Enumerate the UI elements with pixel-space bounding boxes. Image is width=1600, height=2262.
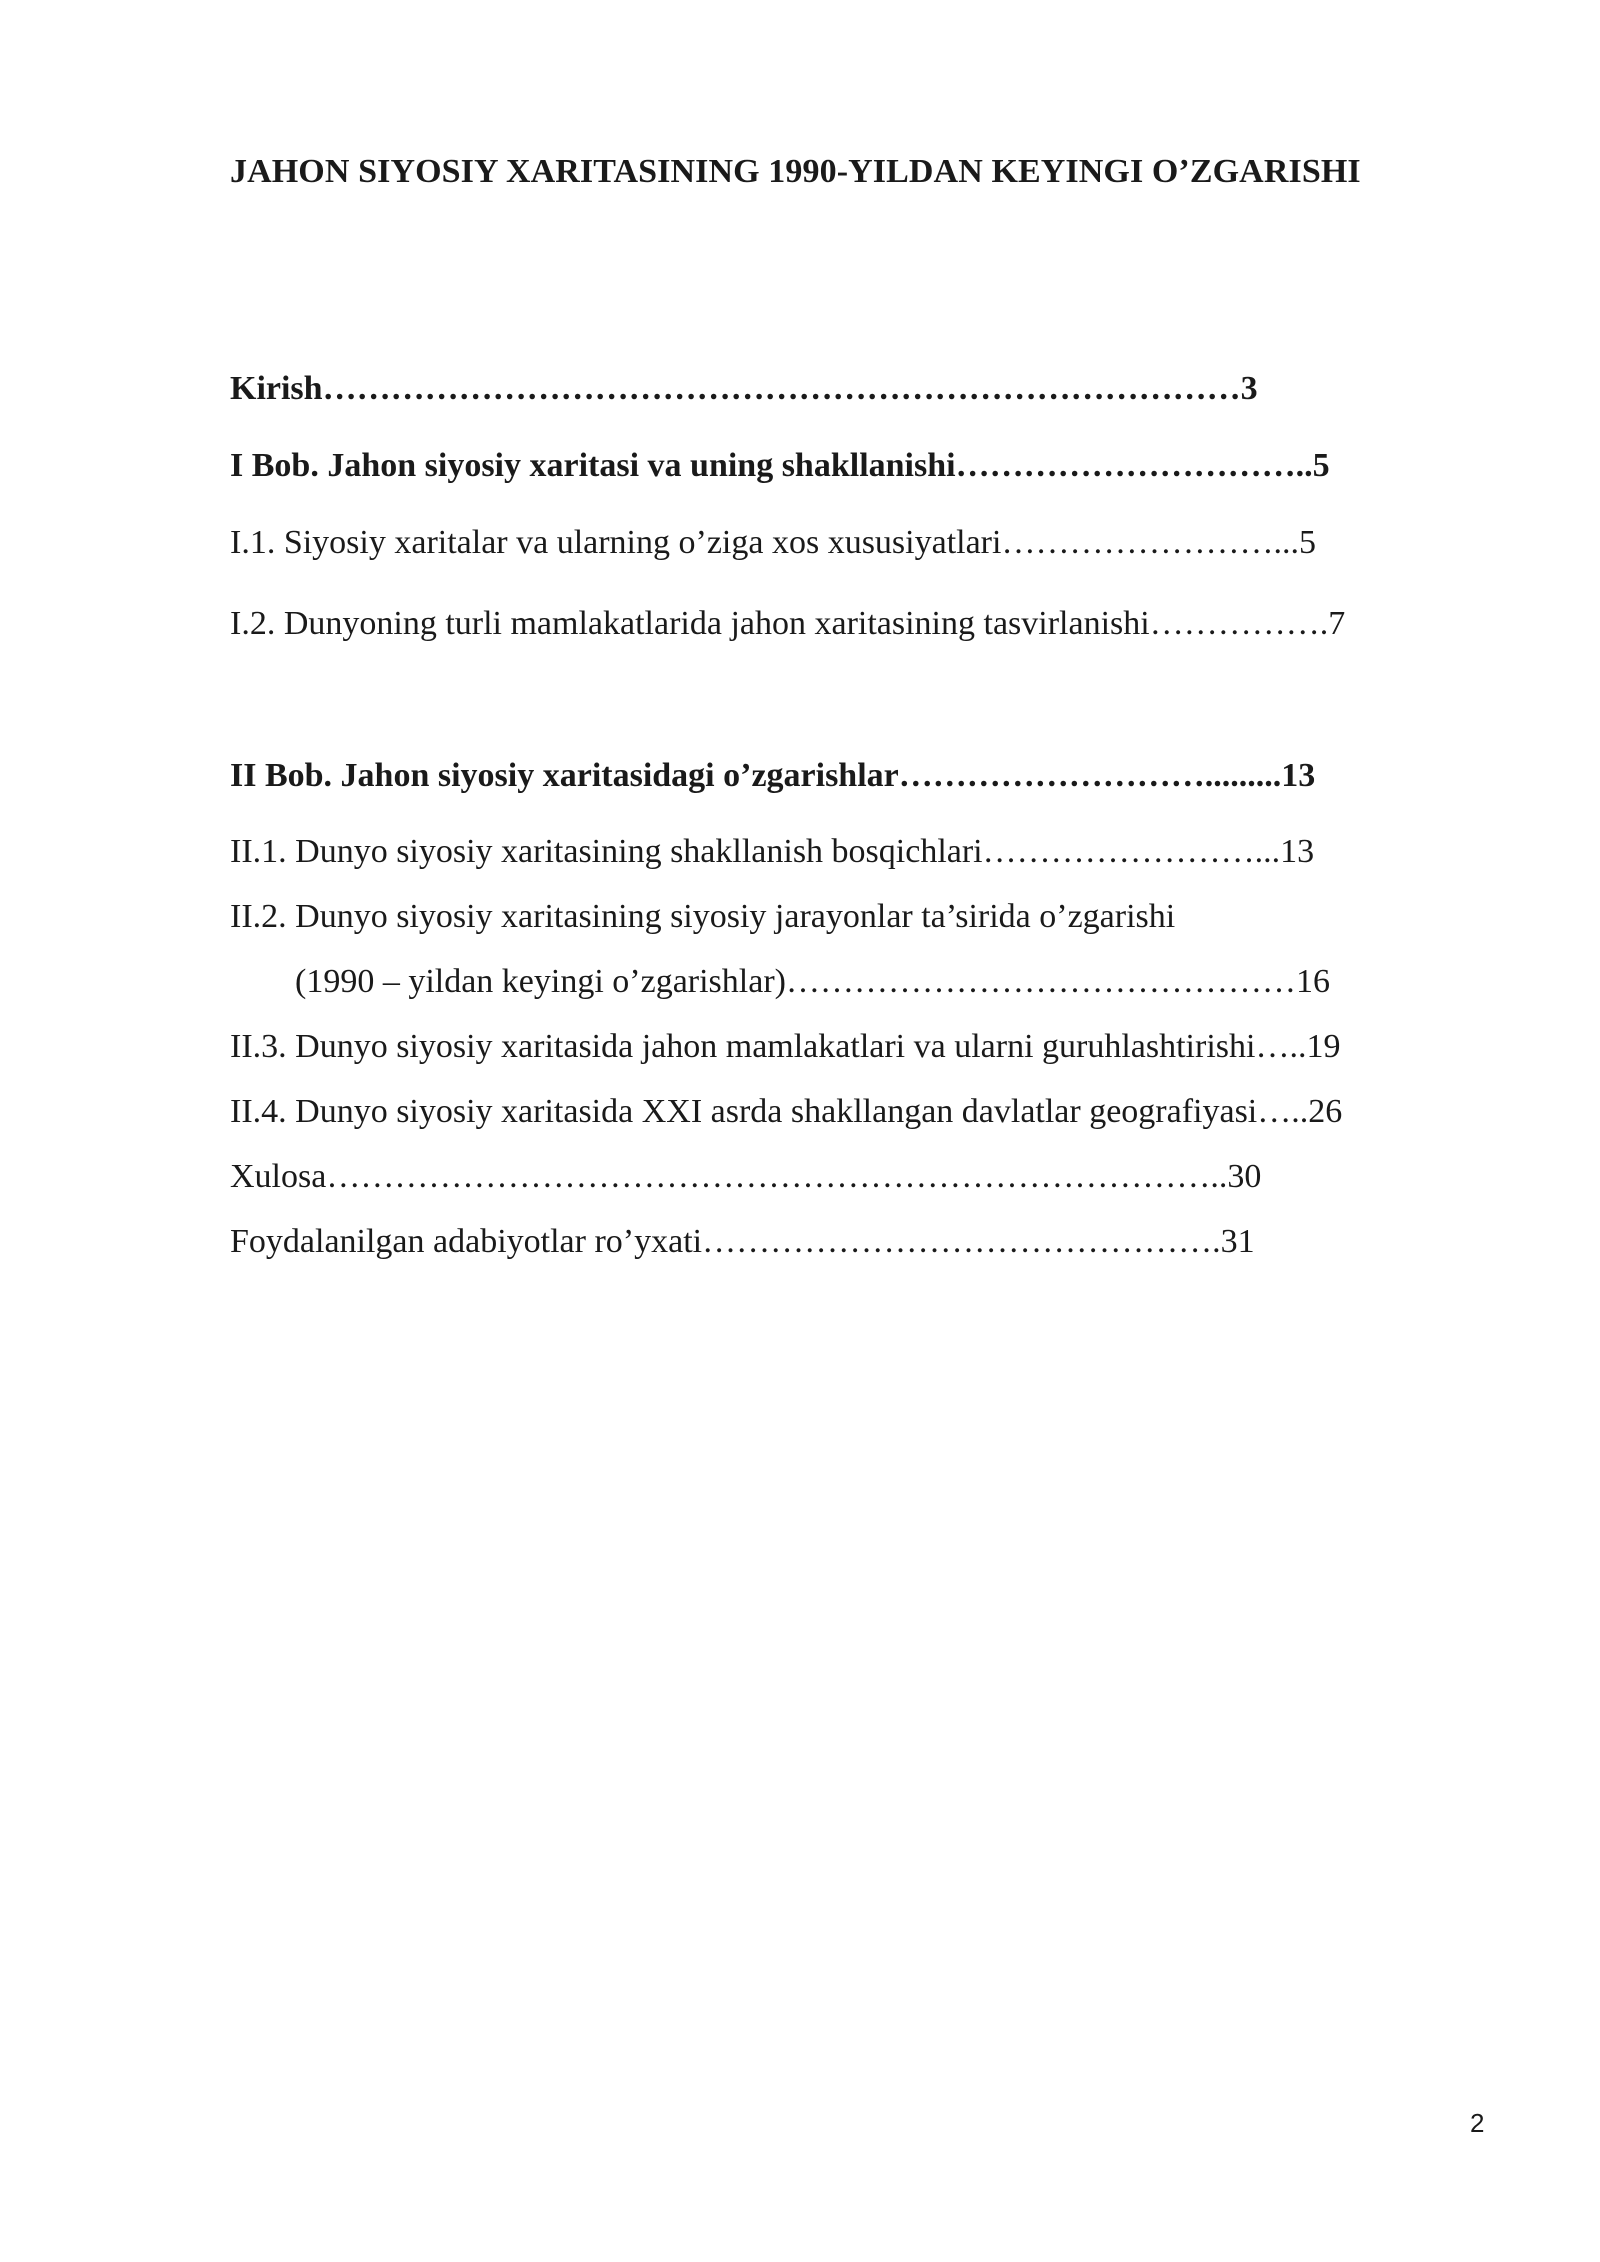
document-title: JAHON SIYOSIY XARITASINING 1990-YILDAN KEYINGI O’ZGARISHI (230, 153, 1361, 190)
toc-entry-section-2-2: II.2. Dunyo siyosiy xaritasining siyosiy jarayonlar ta’sirida o’zgarishi (230, 898, 1176, 935)
toc-entry-section-2-2-continued: (1990 – yildan keyingi o’zgarishlar)………………………………………16 (295, 963, 1330, 1000)
toc-entry-kirish: Kirish………………………………………………………………………3 (230, 370, 1258, 407)
page-number: 2 (1470, 2108, 1485, 2138)
toc-entry-section-1-1: I.1. Siyosiy xaritalar va ularning o’ziga xos xususiyatlari……………………...5 (230, 524, 1316, 561)
toc-entry-section-1-2: I.2. Dunyoning turli mamlakatlarida jahon xaritasining tasvirlanishi…………….7 (230, 605, 1346, 642)
toc-entry-chapter-1: I Bob. Jahon siyosiy xaritasi va uning shakllanishi…………………………..5 (230, 447, 1330, 484)
toc-entry-xulosa: Xulosa……………………………………………………………………..30 (230, 1158, 1262, 1195)
toc-entry-references: Foydalanilgan adabiyotlar ro’yxati……………………………………….31 (230, 1223, 1255, 1260)
toc-entry-section-2-3: II.3. Dunyo siyosiy xaritasida jahon mamlakatlari va ularni guruhlashtirishi…..19 (230, 1028, 1341, 1065)
toc-entry-chapter-2: II Bob. Jahon siyosiy xaritasidagi o’zgarishlar……………………….........13 (230, 757, 1316, 794)
toc-entry-section-2-1: II.1. Dunyo siyosiy xaritasining shakllanish bosqichlari……………………...13 (230, 833, 1315, 870)
toc-entry-section-2-4: II.4. Dunyo siyosiy xaritasida XXI asrda shakllangan davlatlar geografiyasi…..26 (230, 1093, 1343, 1130)
